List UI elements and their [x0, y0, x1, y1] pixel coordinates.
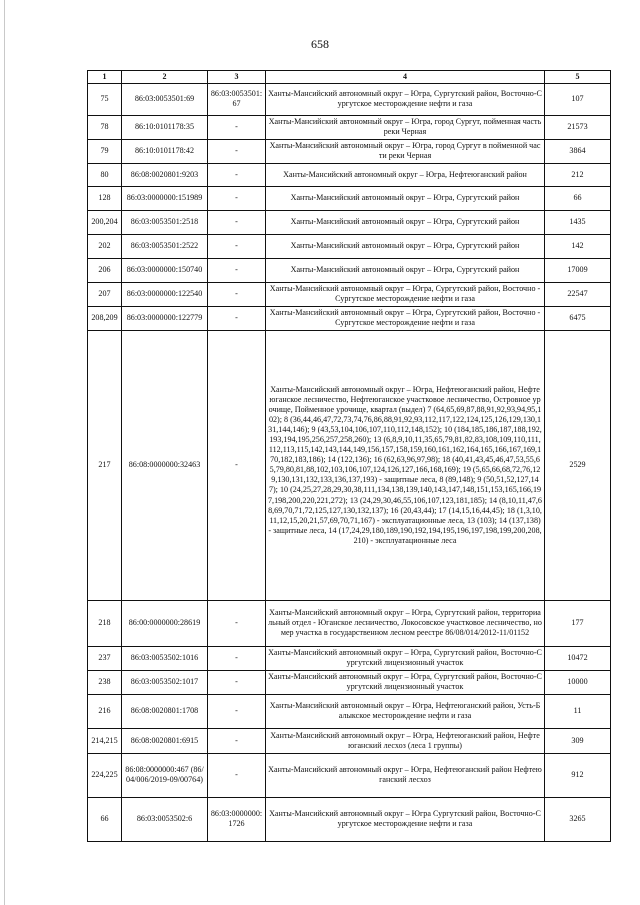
area-value: 912: [545, 753, 611, 797]
row-number: 128: [88, 186, 122, 210]
row-number: 78: [88, 115, 122, 139]
row-number: 238: [88, 670, 122, 694]
location-address: Ханты-Мансийский автономный округ – Югра, город Сургут, пойменная часть реки Черная: [266, 115, 545, 139]
location-address: Ханты-Мансийский автономный округ – Югра Сургутский район, Восточно-Сургутское месторождение нефти и газа: [266, 797, 545, 841]
cadastral-number: 86:08:0020801:1708: [122, 694, 208, 728]
location-address: Ханты-Мансийский автономный округ – Югра, Сургутский район, Восточно-Сургутское месторождение нефти и газа: [266, 83, 545, 115]
parent-cadastral-number: -: [208, 186, 266, 210]
cadastral-number: 86:08:0020801:9203: [122, 163, 208, 186]
header-col-2: 2: [122, 71, 208, 84]
parent-cadastral-number: -: [208, 600, 266, 646]
table-row: [88, 186, 611, 210]
area-value: 3265: [545, 797, 611, 841]
location-address: Ханты-Мансийский автономный округ – Югра, Сургутский район, Восточно-Сургутский лицензионный участок: [266, 646, 545, 670]
area-value: 1435: [545, 210, 611, 234]
location-address: Ханты-Мансийский автономный округ – Югра, Сургутский район, Восточно-Сургутский лицензионный участок: [266, 670, 545, 694]
row-number: 216: [88, 694, 122, 728]
location-address: Ханты-Мансийский автономный округ – Югра, Сургутский район, территориальный отдел - Юганское лесничество, Локосовское участковое лесничество, номер участка в государственном лесном реестре 86/08/014/2012-11/01152: [266, 600, 545, 646]
area-value: 309: [545, 728, 611, 753]
row-number: 217: [88, 330, 122, 600]
table-row: [88, 670, 611, 694]
area-value: 10000: [545, 670, 611, 694]
area-value: 66: [545, 186, 611, 210]
cadastral-number: 86:03:0053501:2522: [122, 234, 208, 258]
parent-cadastral-number: -: [208, 646, 266, 670]
row-number: 200,204: [88, 210, 122, 234]
cadastral-number: 86:10:0101178:35: [122, 115, 208, 139]
cadastral-number: 86:03:0053502:1017: [122, 670, 208, 694]
header-col-1: 1: [88, 71, 122, 84]
area-value: 21573: [545, 115, 611, 139]
parent-cadastral-number: -: [208, 258, 266, 282]
table-row: [88, 139, 611, 163]
cadastral-number: 86:03:0000000:150740: [122, 258, 208, 282]
location-address: Ханты-Мансийский автономный округ – Югра, Сургутский район: [266, 210, 545, 234]
location-address: Ханты-Мансийский автономный округ – Югра, Сургутский район: [266, 234, 545, 258]
location-address: Ханты-Мансийский автономный округ – Югра, Нефтеюганский район Нефтеюганский лесхоз: [266, 753, 545, 797]
table-row: [88, 234, 611, 258]
area-value: 107: [545, 83, 611, 115]
cadastral-number: 86:03:0053502:6: [122, 797, 208, 841]
row-number: 66: [88, 797, 122, 841]
parent-cadastral-number: -: [208, 282, 266, 306]
location-address: Ханты-Мансийский автономный округ – Югра, Сургутский район: [266, 258, 545, 282]
table-row: [88, 210, 611, 234]
row-number: 237: [88, 646, 122, 670]
cadastral-number: 86:03:0000000:151989: [122, 186, 208, 210]
cadastral-number: 86:08:0020801:6915: [122, 728, 208, 753]
cadastral-number: 86:03:0000000:122540: [122, 282, 208, 306]
table-row: [88, 753, 611, 797]
row-number: 207: [88, 282, 122, 306]
page-number: 658: [311, 37, 329, 51]
cadastral-number: 86:03:0053502:1016: [122, 646, 208, 670]
row-number: 79: [88, 139, 122, 163]
area-value: 11: [545, 694, 611, 728]
location-address: Ханты-Мансийский автономный округ – Югра, Нефтеюганский район, Нефтеюганский лесхоз (леса 1 группы): [266, 728, 545, 753]
table-row: [88, 163, 611, 186]
header-col-5: 5: [545, 71, 611, 84]
location-address: Ханты-Мансийский автономный округ – Югра, Нефтеюганский район: [266, 163, 545, 186]
parent-cadastral-number: -: [208, 163, 266, 186]
table-row: [88, 646, 611, 670]
area-value: 2529: [545, 330, 611, 600]
location-address: Ханты-Мансийский автономный округ – Югра, Сургутский район, Восточно - Сургутское месторождение нефти и газа: [266, 282, 545, 306]
scan-edge: [4, 0, 5, 905]
location-address: Ханты-Мансийский автономный округ – Югра, Нефтеюганский район, Усть-Балыкское месторождение нефти и газа: [266, 694, 545, 728]
cadastral-number: 86:10:0101178:42: [122, 139, 208, 163]
cadastral-number: 86:03:0053501:69: [122, 83, 208, 115]
cadastral-number: 86:08:0000000:467 (86/04/006/2019-09/00764): [122, 753, 208, 797]
parent-cadastral-number: -: [208, 753, 266, 797]
land-plots-table: [87, 70, 611, 842]
cadastral-number: 86:03:0053501:2518: [122, 210, 208, 234]
table-row: [88, 83, 611, 115]
table-row: [88, 600, 611, 646]
area-value: 212: [545, 163, 611, 186]
table-header-row: [88, 71, 611, 84]
parent-cadastral-number: -: [208, 670, 266, 694]
area-value: 10472: [545, 646, 611, 670]
parent-cadastral-number: -: [208, 115, 266, 139]
row-number: 218: [88, 600, 122, 646]
parent-cadastral-number: -: [208, 694, 266, 728]
row-number: 202: [88, 234, 122, 258]
parent-cadastral-number: -: [208, 139, 266, 163]
table-row: [88, 115, 611, 139]
table-row: [88, 282, 611, 306]
location-address: Ханты-Мансийский автономный округ – Югра, Нефтеюганский район, Нефтеюганское лесничество, Нефтеюганское участковое лесничество, Островное урочище, Пойменное урочище, квартал (выдел) 7 (64,65,69,87,88,91,92,93,94,95,102); 8 (36,44,46,47,72,73,74,76,86,88,91,92,93,112,117,122,124,125,126,129,130,131,144,146); 9 (43,53,104,106,107,110,112,148,152); 10 (184,185,186,187,188,192,193,194,195,256,257,258,260); 13 (6,8,9,10,11,35,65,79,81,82,83,108,109,110,111,112,113,115,142,143,144,149,156,157,158,159,160,161,162,164,165,166,167,169,170,182,183,186); 14 (122,136); 16 (62,63,96,97,98); 18 (40,41,43,45,46,47,53,55,65,79,80,81,88,102,103,106,107,124,126,127,166,168,169); 19 (5,65,66,68,72,76,129,130,131,132,133,136,137,193) - защитные леса, 8 (89,148); 9 (50,51,52,127,147); 10 (24,25,27,28,29,30,38,111,134,138,139,140,143,147,148,151,153,165,166,197,198,200,220,221,272); 13 (24,29,30,46,55,106,107,123,181,185); 14 (8,10,11,47,68,69,70,71,72,125,127,130,132,137); 16 (20,43,44); 17 (14,15,16,44,45); 18 (1,3,10,11,12,15,20,21,57,69,70,71,167) - эксплуатационные леса, 13 (103); 14 (137,138) - защитные леса, 14 (17,24,29,180,189,190,192,194,195,196,197,198,199,200,208,210) - эксплуатационные леса: [266, 330, 545, 600]
header-col-3: 3: [208, 71, 266, 84]
header-col-4: 4: [266, 71, 545, 84]
cadastral-number: 86:00:0000000:28619: [122, 600, 208, 646]
table-row: [88, 728, 611, 753]
row-number: 224,225: [88, 753, 122, 797]
parent-cadastral-number: -: [208, 330, 266, 600]
area-value: 177: [545, 600, 611, 646]
table-row: [88, 306, 611, 330]
cadastral-number: 86:08:0000000:32463: [122, 330, 208, 600]
table-row: [88, 797, 611, 841]
parent-cadastral-number: -: [208, 234, 266, 258]
parent-cadastral-number: 86:03:0000000:1726: [208, 797, 266, 841]
row-number: 208,209: [88, 306, 122, 330]
parent-cadastral-number: -: [208, 210, 266, 234]
parent-cadastral-number: -: [208, 728, 266, 753]
row-number: 214,215: [88, 728, 122, 753]
cadastral-number: 86:03:0000000:122779: [122, 306, 208, 330]
table-row: [88, 258, 611, 282]
area-value: 17009: [545, 258, 611, 282]
table-row: [88, 330, 611, 600]
area-value: 142: [545, 234, 611, 258]
row-number: 206: [88, 258, 122, 282]
location-address: Ханты-Мансийский автономный округ – Югра, Сургутский район, Восточно - Сургутское месторождение нефти и газа: [266, 306, 545, 330]
area-value: 22547: [545, 282, 611, 306]
area-value: 6475: [545, 306, 611, 330]
parent-cadastral-number: 86:03:0053501:67: [208, 83, 266, 115]
parent-cadastral-number: -: [208, 306, 266, 330]
row-number: 75: [88, 83, 122, 115]
table-row: [88, 694, 611, 728]
location-address: Ханты-Мансийский автономный округ – Югра, город Сургут в пойменной части реки Черная: [266, 139, 545, 163]
location-address: Ханты-Мансийский автономный округ – Югра, Сургутский район: [266, 186, 545, 210]
area-value: 3864: [545, 139, 611, 163]
row-number: 80: [88, 163, 122, 186]
